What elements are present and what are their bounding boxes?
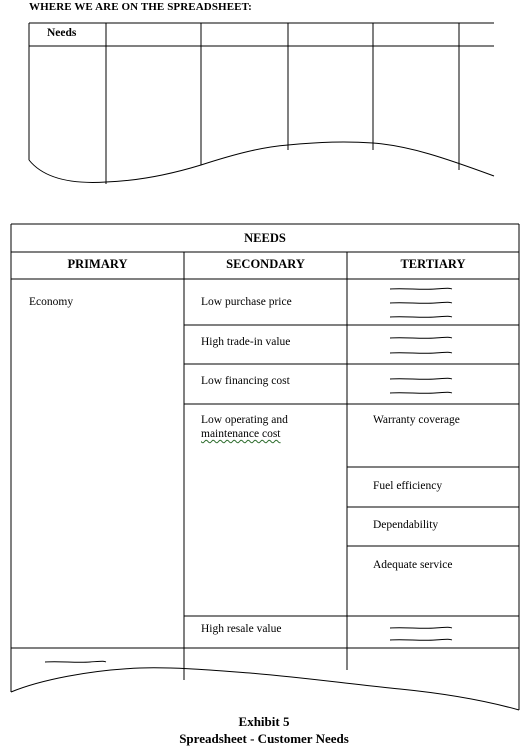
primary-need-economy: Economy bbox=[29, 296, 74, 308]
tertiary-need: Adequate service bbox=[373, 559, 453, 571]
column-header-primary: PRIMARY bbox=[67, 257, 128, 271]
placeholder-squiggle bbox=[390, 337, 452, 338]
secondary-need: Low purchase price bbox=[201, 296, 292, 308]
secondary-need-line1: Low operating and bbox=[201, 414, 288, 426]
tertiary-need: Warranty coverage bbox=[373, 414, 460, 426]
tertiary-need: Dependability bbox=[373, 519, 439, 531]
exhibit-title: Spreadsheet - Customer Needs bbox=[179, 731, 349, 746]
placeholder-squiggle bbox=[390, 392, 452, 393]
top-wavy-edge bbox=[29, 142, 494, 183]
secondary-need-line2: maintenance cost bbox=[201, 428, 281, 440]
column-header-secondary: SECONDARY bbox=[226, 257, 305, 271]
placeholder-squiggle bbox=[390, 627, 452, 628]
table-wavy-edge bbox=[11, 668, 519, 710]
placeholder-squiggle bbox=[390, 288, 452, 289]
column-header-tertiary: TERTIARY bbox=[400, 257, 466, 271]
tertiary-need: Fuel efficiency bbox=[373, 480, 443, 492]
secondary-need: Low financing cost bbox=[201, 375, 290, 387]
page-heading: WHERE WE ARE ON THE SPREADSHEET: bbox=[29, 1, 252, 13]
exhibit-number: Exhibit 5 bbox=[238, 714, 290, 729]
secondary-need: High trade-in value bbox=[201, 336, 291, 348]
placeholder-squiggle bbox=[390, 378, 452, 379]
needs-column-label: Needs bbox=[47, 27, 77, 39]
table-title: NEEDS bbox=[244, 231, 286, 245]
placeholder-squiggle bbox=[45, 661, 106, 662]
placeholder-squiggle bbox=[390, 352, 452, 353]
placeholder-squiggle bbox=[390, 316, 452, 317]
placeholder-squiggle bbox=[390, 302, 452, 303]
placeholder-squiggle bbox=[390, 639, 452, 640]
secondary-need: High resale value bbox=[201, 623, 282, 635]
